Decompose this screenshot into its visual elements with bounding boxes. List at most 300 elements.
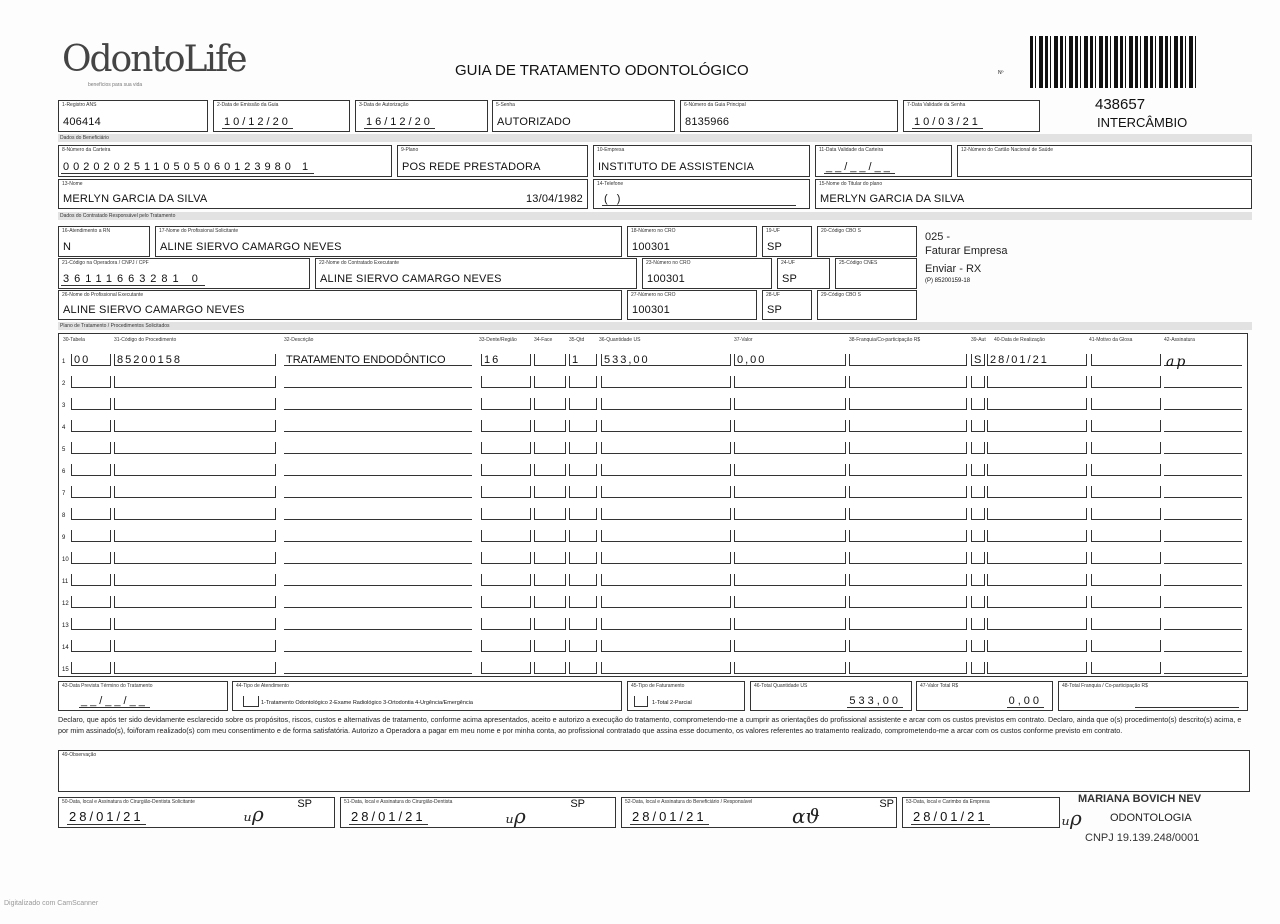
cell-qtd[interactable]: 1 (569, 354, 597, 366)
cell-aut[interactable] (971, 398, 985, 410)
cell-valor[interactable] (734, 442, 846, 454)
procedures-table (58, 333, 1248, 677)
cell-data[interactable] (987, 508, 1087, 520)
field-label: 28-UF (766, 292, 780, 298)
field-label: 16-Atendimento a RN (62, 228, 111, 234)
field-label: 46-Total Quantidade US (754, 683, 808, 689)
row-number: 9 (62, 535, 66, 541)
cell-data[interactable] (987, 420, 1087, 432)
cell-qtd-us[interactable] (601, 530, 731, 542)
cell-dente[interactable] (481, 442, 531, 454)
cell-franquia[interactable] (849, 508, 967, 520)
cell-data[interactable] (987, 486, 1087, 498)
cell-franquia[interactable] (849, 530, 967, 542)
handwritten-signature: ᵤρ (506, 804, 526, 828)
cell-qtd-us[interactable] (601, 464, 731, 476)
cell-tabela[interactable] (71, 442, 111, 454)
cell-qtd[interactable] (569, 530, 597, 542)
cell-dente[interactable] (481, 464, 531, 476)
field-value: ALINE SIERVO CAMARGO NEVES (320, 273, 502, 285)
cell-assinatura[interactable]: ap (1164, 354, 1242, 366)
section-plano (58, 322, 1252, 330)
cell-franquia[interactable] (849, 420, 967, 432)
cell-codigo[interactable] (114, 376, 276, 388)
data-emissao-field[interactable] (213, 100, 350, 132)
cell-face[interactable] (534, 618, 566, 630)
cell-descricao[interactable] (284, 442, 472, 454)
signature-solicitante[interactable] (58, 797, 335, 828)
cell-dente[interactable] (481, 662, 531, 674)
cell-franquia[interactable] (849, 552, 967, 564)
row-number: 14 (62, 645, 69, 651)
column-header: 36-Quantidade US (599, 337, 641, 343)
cell-tabela[interactable] (71, 574, 111, 586)
column-header: 35-Qtd (569, 337, 585, 343)
cell-tabela[interactable] (71, 530, 111, 542)
cell-glosa[interactable] (1091, 662, 1161, 674)
cell-face[interactable] (534, 508, 566, 520)
cell-codigo[interactable] (114, 508, 276, 520)
cell-aut[interactable] (971, 464, 985, 476)
cell-descricao[interactable] (284, 596, 472, 608)
field-label: 14-Telefone (597, 181, 624, 187)
cell-qtd[interactable] (569, 442, 597, 454)
termino-field[interactable] (58, 681, 228, 711)
table-row (59, 612, 1247, 632)
cell-qtd-us[interactable] (601, 508, 731, 520)
field-value: 10/12/20 (224, 116, 291, 128)
cell-qtd-us[interactable] (601, 376, 731, 388)
cell-data[interactable] (987, 640, 1087, 652)
cell-codigo[interactable] (114, 618, 276, 630)
cro-profissional-field[interactable] (627, 290, 757, 320)
cell-descricao[interactable] (284, 420, 472, 432)
cell-assinatura[interactable] (1164, 640, 1242, 652)
row-number: 2 (62, 381, 66, 387)
cell-valor[interactable] (734, 662, 846, 674)
cell-data[interactable]: 28/01/21 (987, 354, 1087, 366)
cell-aut[interactable] (971, 508, 985, 520)
cell-valor[interactable] (734, 508, 846, 520)
cnes-field[interactable] (835, 258, 917, 289)
cell-tabela[interactable] (71, 398, 111, 410)
cell-qtd-us[interactable] (601, 596, 731, 608)
cell-dente[interactable] (481, 552, 531, 564)
cell-aut[interactable] (971, 376, 985, 388)
cell-aut[interactable] (971, 442, 985, 454)
cell-assinatura[interactable] (1164, 376, 1242, 388)
cell-glosa[interactable] (1091, 618, 1161, 630)
field-label: 18-Número no CRO (631, 228, 676, 234)
cell-assinatura[interactable] (1164, 530, 1242, 542)
cell-aut[interactable] (971, 552, 985, 564)
cell-face[interactable] (534, 530, 566, 542)
cbo-solicitante-field[interactable] (817, 226, 917, 257)
cell-qtd[interactable] (569, 398, 597, 410)
field-value: 406414 (63, 116, 101, 128)
cell-qtd[interactable] (569, 552, 597, 564)
cell-assinatura[interactable] (1164, 574, 1242, 586)
cell-aut[interactable] (971, 574, 985, 586)
cell-franquia[interactable] (849, 464, 967, 476)
cell-qtd[interactable] (569, 376, 597, 388)
row-number: 12 (62, 601, 69, 607)
cell-face[interactable] (534, 354, 566, 366)
cell-tabela[interactable]: 00 (71, 354, 111, 366)
cell-tabela[interactable] (71, 618, 111, 630)
cell-face[interactable] (534, 662, 566, 674)
cell-qtd-us[interactable] (601, 442, 731, 454)
cell-aut[interactable] (971, 530, 985, 542)
cell-glosa[interactable] (1091, 640, 1161, 652)
cell-glosa[interactable] (1091, 464, 1161, 476)
column-header: 41-Motivo da Glosa (1089, 337, 1133, 343)
cell-assinatura[interactable] (1164, 464, 1242, 476)
cell-valor[interactable] (734, 552, 846, 564)
cell-valor[interactable] (734, 420, 846, 432)
total-us-field[interactable] (750, 681, 912, 711)
numero-label: Nº (998, 70, 1004, 76)
field-label: 49-Observação (62, 752, 97, 758)
cell-dente[interactable]: 16 (481, 354, 531, 366)
cell-assinatura[interactable] (1164, 596, 1242, 608)
cell-data[interactable] (987, 596, 1087, 608)
field-label: 29-Código CBO S (821, 292, 862, 298)
cell-valor[interactable]: 0,00 (734, 354, 846, 366)
cell-tabela[interactable] (71, 486, 111, 498)
cell-glosa[interactable] (1091, 442, 1161, 454)
field-label: 8-Número da Carteira (62, 147, 111, 153)
tipo-atendimento-field[interactable] (232, 681, 622, 711)
cell-descricao[interactable]: TRATAMENTO ENDODÔNTICO (284, 354, 472, 366)
cell-glosa[interactable] (1091, 596, 1161, 608)
row-number: 10 (62, 557, 69, 563)
validade-carteira-field[interactable] (815, 145, 952, 177)
signature-dentista[interactable] (340, 797, 616, 828)
validade-senha-field[interactable] (903, 100, 1040, 132)
cell-qtd[interactable] (569, 486, 597, 498)
cell-qtd-us[interactable] (601, 486, 731, 498)
prof-solicitante-field[interactable] (155, 226, 622, 257)
data-autorizacao-field[interactable] (355, 100, 488, 132)
cell-assinatura[interactable] (1164, 486, 1242, 498)
cell-face[interactable] (534, 464, 566, 476)
cro-executante-field[interactable] (642, 258, 772, 289)
row-number: 7 (62, 491, 66, 497)
cell-codigo[interactable] (114, 662, 276, 674)
cell-codigo[interactable] (114, 420, 276, 432)
cell-dente[interactable] (481, 530, 531, 542)
signature-beneficiario[interactable] (621, 797, 897, 828)
cell-qtd-us[interactable] (601, 574, 731, 586)
field-label: 45-Tipo de Faturamento (631, 683, 685, 689)
field-value: MERLYN GARCIA DA SILVA (63, 193, 208, 205)
cell-franquia[interactable] (849, 442, 967, 454)
field-value: SP (767, 241, 783, 253)
cell-dente[interactable] (481, 486, 531, 498)
field-value: 16/12/20 (366, 116, 433, 128)
cell-franquia[interactable] (849, 486, 967, 498)
field-label: 1-Registro ANS (62, 102, 97, 108)
cell-assinatura[interactable] (1164, 442, 1242, 454)
barcode (1030, 36, 1196, 88)
observacao-field[interactable] (58, 750, 1250, 792)
guia-principal-field[interactable] (680, 100, 898, 132)
cell-glosa[interactable] (1091, 508, 1161, 520)
cell-codigo[interactable] (114, 530, 276, 542)
cell-codigo[interactable] (114, 464, 276, 476)
cell-valor[interactable] (734, 596, 846, 608)
cell-qtd-us[interactable]: 533,00 (601, 354, 731, 366)
cell-aut[interactable] (971, 640, 985, 652)
cell-face[interactable] (534, 442, 566, 454)
signature-date: 28/01/21 (913, 809, 988, 824)
cell-tabela[interactable] (71, 640, 111, 652)
cell-codigo[interactable] (114, 398, 276, 410)
registro-ans-field[interactable] (58, 100, 208, 132)
cell-qtd[interactable] (569, 508, 597, 520)
titular-field[interactable] (815, 179, 1252, 209)
table-row (59, 502, 1247, 522)
cell-descricao[interactable] (284, 640, 472, 652)
cell-codigo[interactable] (114, 640, 276, 652)
atendimento-rn-field[interactable] (58, 226, 150, 257)
cell-descricao[interactable] (284, 508, 472, 520)
table-row (59, 568, 1247, 588)
column-header: 37-Valor (734, 337, 753, 343)
cell-assinatura[interactable] (1164, 398, 1242, 410)
cell-data[interactable] (987, 662, 1087, 674)
cell-valor[interactable] (734, 398, 846, 410)
cell-glosa[interactable] (1091, 420, 1161, 432)
cell-valor[interactable] (734, 640, 846, 652)
cell-franquia[interactable] (849, 596, 967, 608)
cell-data[interactable] (987, 574, 1087, 586)
cell-assinatura[interactable] (1164, 508, 1242, 520)
uf-profissional-field[interactable] (762, 290, 812, 320)
nome-field[interactable] (58, 179, 588, 209)
cell-aut[interactable]: S (971, 354, 985, 366)
field-label: 20-Código CBO S (821, 228, 862, 234)
cell-descricao[interactable] (284, 530, 472, 542)
cell-franquia[interactable] (849, 376, 967, 388)
cell-dente[interactable] (481, 376, 531, 388)
cell-tabela[interactable] (71, 552, 111, 564)
contratado-executante-field[interactable] (315, 258, 637, 289)
field-label: 10-Empresa (597, 147, 625, 153)
plano-field[interactable] (397, 145, 588, 177)
checkbox[interactable] (243, 696, 259, 707)
cell-qtd-us[interactable] (601, 420, 731, 432)
cell-aut[interactable] (971, 420, 985, 432)
cell-aut[interactable] (971, 618, 985, 630)
cell-descricao[interactable] (284, 486, 472, 498)
cell-codigo[interactable] (114, 442, 276, 454)
valor-total-field[interactable] (916, 681, 1053, 711)
field-value: 100301 (632, 241, 670, 253)
cell-qtd-us[interactable] (601, 398, 731, 410)
field-label: 17-Nome do Profissional Solicitante (159, 228, 239, 234)
cell-assinatura[interactable] (1164, 662, 1242, 674)
cell-valor[interactable] (734, 574, 846, 586)
field-label: 26-Nome do Profissional Executante (62, 292, 144, 298)
cell-data[interactable] (987, 464, 1087, 476)
carteira-field[interactable] (58, 145, 392, 177)
signature-empresa[interactable] (902, 797, 1060, 828)
field-label: 7-Data Validade da Senha (907, 102, 966, 108)
field-label: 25-Código CNES (839, 260, 878, 266)
cell-assinatura[interactable] (1164, 420, 1242, 432)
cell-glosa[interactable] (1091, 574, 1161, 586)
cell-glosa[interactable] (1091, 530, 1161, 542)
cell-qtd-us[interactable] (601, 640, 731, 652)
field-value: 0,00 (1008, 695, 1042, 707)
cell-tabela[interactable] (71, 508, 111, 520)
column-header: 38-Franquia/Co-participação R$ (849, 337, 921, 343)
cell-qtd[interactable] (569, 420, 597, 432)
cell-data[interactable] (987, 618, 1087, 630)
cell-qtd[interactable] (569, 596, 597, 608)
cell-tabela[interactable] (71, 464, 111, 476)
cell-face[interactable] (534, 596, 566, 608)
row-number: 3 (62, 403, 66, 409)
cell-tabela[interactable] (71, 662, 111, 674)
cell-data[interactable] (987, 376, 1087, 388)
cell-dente[interactable] (481, 420, 531, 432)
cell-glosa[interactable] (1091, 354, 1161, 366)
column-header: 40-Data de Realização (994, 337, 1045, 343)
cell-codigo[interactable] (114, 574, 276, 586)
field-label: 44-Tipo de Atendimento (236, 683, 289, 689)
cell-aut[interactable] (971, 596, 985, 608)
cell-dente[interactable] (481, 618, 531, 630)
cell-valor[interactable] (734, 464, 846, 476)
field-value (1135, 695, 1239, 708)
cell-dente[interactable] (481, 574, 531, 586)
cro-solicitante-field[interactable] (627, 226, 757, 257)
cell-descricao[interactable] (284, 464, 472, 476)
cell-franquia[interactable] (849, 574, 967, 586)
senha-field[interactable] (492, 100, 675, 132)
cell-codigo[interactable] (114, 486, 276, 498)
cell-descricao[interactable] (284, 618, 472, 630)
cell-franquia[interactable] (849, 618, 967, 630)
cell-tabela[interactable] (71, 420, 111, 432)
cell-dente[interactable] (481, 640, 531, 652)
cell-descricao[interactable] (284, 662, 472, 674)
cell-data[interactable] (987, 552, 1087, 564)
row-number: 11 (62, 579, 69, 585)
company-signature: ᵤρ (1062, 806, 1082, 830)
cell-assinatura[interactable] (1164, 552, 1242, 564)
cell-qtd-us[interactable] (601, 618, 731, 630)
cell-data[interactable] (987, 530, 1087, 542)
cell-data[interactable] (987, 442, 1087, 454)
cell-glosa[interactable] (1091, 376, 1161, 388)
cell-face[interactable] (534, 420, 566, 432)
table-row (59, 480, 1247, 500)
uf-solicitante-field[interactable] (762, 226, 812, 257)
cell-descricao[interactable] (284, 552, 472, 564)
cell-data[interactable] (987, 398, 1087, 410)
cell-face[interactable] (534, 398, 566, 410)
field-label: 52-Data, local e Assinatura do Beneficiário / Responsável (625, 799, 753, 805)
cbo-profissional-field[interactable] (817, 290, 917, 320)
cell-codigo[interactable] (114, 552, 276, 564)
cell-qtd[interactable] (569, 618, 597, 630)
cell-aut[interactable] (971, 662, 985, 674)
side-note-rx: Enviar - RX (925, 263, 982, 275)
side-note-billing: Faturar Empresa (925, 245, 1008, 257)
cell-valor[interactable] (734, 486, 846, 498)
tipo-faturamento-field[interactable] (627, 681, 745, 711)
empresa-field[interactable] (593, 145, 810, 177)
uf-executante-field[interactable] (777, 258, 830, 289)
cell-tabela[interactable] (71, 596, 111, 608)
cell-qtd[interactable] (569, 640, 597, 652)
cell-dente[interactable] (481, 596, 531, 608)
cell-face[interactable] (534, 640, 566, 652)
cell-qtd[interactable] (569, 464, 597, 476)
prof-executante-field[interactable] (58, 290, 622, 320)
cell-qtd-us[interactable] (601, 662, 731, 674)
checkbox[interactable] (634, 696, 648, 707)
cell-valor[interactable] (734, 376, 846, 388)
cell-tabela[interactable] (71, 376, 111, 388)
cell-qtd[interactable] (569, 662, 597, 674)
cell-face[interactable] (534, 552, 566, 564)
cell-glosa[interactable] (1091, 486, 1161, 498)
cell-face[interactable] (534, 574, 566, 586)
cell-dente[interactable] (481, 508, 531, 520)
codigo-operadora-field[interactable] (58, 258, 310, 289)
signature-date: 28/01/21 (632, 809, 707, 824)
cell-codigo[interactable]: 85200158 (114, 354, 276, 366)
cell-franquia[interactable] (849, 354, 967, 366)
field-label: 24-UF (781, 260, 795, 266)
side-note-phone: (P) 85200159-18 (925, 278, 971, 284)
cell-franquia[interactable] (849, 398, 967, 410)
cns-field[interactable] (957, 145, 1252, 177)
cell-aut[interactable] (971, 486, 985, 498)
cell-dente[interactable] (481, 398, 531, 410)
column-header: 30-Tabela (63, 337, 85, 343)
telefone-field[interactable] (593, 179, 810, 209)
signature-date: 28/01/21 (351, 809, 426, 824)
cell-glosa[interactable] (1091, 552, 1161, 564)
cell-face[interactable] (534, 486, 566, 498)
section-label: Dados do Contratado Responsável pelo Tratamento (60, 213, 176, 219)
cell-descricao[interactable] (284, 398, 472, 410)
cell-face[interactable] (534, 376, 566, 388)
cell-assinatura[interactable] (1164, 618, 1242, 630)
cell-descricao[interactable] (284, 574, 472, 586)
cell-franquia[interactable] (849, 640, 967, 652)
cell-qtd[interactable] (569, 574, 597, 586)
cell-qtd-us[interactable] (601, 552, 731, 564)
total-franquia-field[interactable] (1058, 681, 1248, 711)
cell-glosa[interactable] (1091, 398, 1161, 410)
cell-franquia[interactable] (849, 662, 967, 674)
signature-local: SP (570, 798, 585, 810)
cell-valor[interactable] (734, 618, 846, 630)
table-row (59, 524, 1247, 544)
stamp-cnpj: CNPJ 19.139.248/0001 (1085, 832, 1200, 844)
field-value: ALINE SIERVO CAMARGO NEVES (160, 241, 342, 253)
cell-codigo[interactable] (114, 596, 276, 608)
cell-descricao[interactable] (284, 376, 472, 388)
cell-valor[interactable] (734, 530, 846, 542)
